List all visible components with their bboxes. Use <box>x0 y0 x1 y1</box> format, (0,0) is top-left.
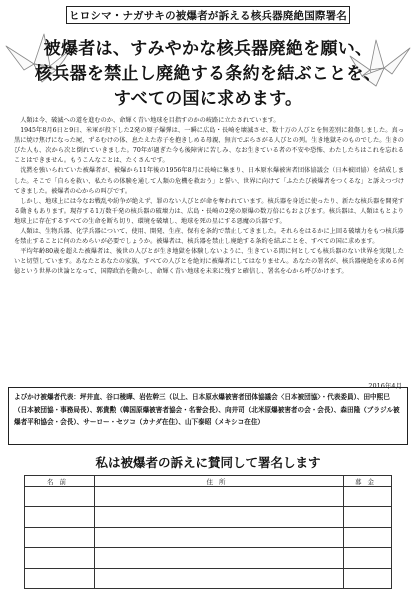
donation-cell[interactable] <box>344 568 392 588</box>
signature-row <box>25 548 392 568</box>
address-cell[interactable] <box>95 487 344 507</box>
body-paragraph: 1945年8月6日と9日、米軍が投下した2発の原子爆弾は、一瞬に広島・長崎を壊滅させ、数十万の人びとを無差別に殺傷しました。真っ黒に焼け焦げになった屍、ずるむけの体、息たえた赤子を抱きしめる母親、無言でぶらさがる人びとの列。生き地獄そのものでした。生きのびた人も、次から次と倒れていきました。70年が過ぎた今も後障害に苦しみ、なお生きている者の不安や恐怖、わたしたちはこれを忘れることはできません。もうこんなことは、たくさんです。 <box>14 127 404 165</box>
donation-cell[interactable] <box>344 527 392 547</box>
address-cell[interactable] <box>95 527 344 547</box>
campaign-banner: ヒロシマ・ナガサキの被爆者が訴える核兵器廃絶国際署名 <box>66 6 350 24</box>
signature-row <box>25 527 392 547</box>
appeal-body <box>14 116 404 278</box>
headline-line-2: 核兵器を禁止し廃絶する条約を結ぶことを、 <box>35 64 381 84</box>
donation-cell[interactable] <box>344 548 392 568</box>
callers-box: よびかけ被爆者代表：坪井直、谷口稜曄、岩佐幹三（以上、日本原水爆被害者団体協議会〈日本被団協〉・代表委員）、田中熙巳（日本被団協・事務局長）、郭貴勲（韓国原爆被害者協会・名誉会長）、向井司（北米原爆被害者の会・会長）、森田隆（ブラジル被爆者平和協会・会長）、サーロー・セツコ（カナダ在住）、山下泰昭（メキシコ在住） <box>8 387 408 445</box>
issue-date: 2016年4月 <box>368 382 402 390</box>
address-cell[interactable] <box>95 548 344 568</box>
donation-cell[interactable] <box>344 507 392 527</box>
signature-table-header <box>25 476 392 487</box>
signature-heading: 私は被爆者の訴えに賛同して署名します <box>95 455 321 470</box>
donation-column-header: 募金 <box>344 476 392 487</box>
name-cell[interactable] <box>25 487 95 507</box>
name-cell[interactable] <box>25 527 95 547</box>
headline-line-1: 被爆者は、すみやかな核兵器廃絶を願い、 <box>43 39 373 59</box>
body-paragraph: 沈黙を強いられていた被爆者が、被爆から11年後の1956年8月に長崎に集まり、日本原水爆被害者団体協議会（日本被団協）を結成しました。そこで「自らを救い、私たちの体験を通して人類の危機を救おう」と誓い、世界に向けて「ふたたび被爆者をつくるな」と訴えつづけてきました。被爆者の心からの叫びです。 <box>14 167 404 195</box>
body-paragraph: 平均年齢80歳を超えた被爆者は、後世の人びとが生き地獄を体験しないように、生きている間に何としても核兵器のない世界を実現したいと切望しています。あなたとあなたの家族、すべての人びとを絶対に被爆者にしてはなりません。あなたの署名が、核兵器廃絶を求める何億という世界の世論となって、国際政治を動かし、命輝く青い地球を未来に残すと確信し、署名を心から呼びかけます。 <box>14 248 404 276</box>
donation-cell[interactable] <box>344 487 392 507</box>
address-cell[interactable] <box>95 507 344 527</box>
name-cell[interactable] <box>25 568 95 588</box>
address-cell[interactable] <box>95 568 344 588</box>
signature-row <box>25 487 392 507</box>
signature-table <box>24 475 392 589</box>
name-cell[interactable] <box>25 507 95 527</box>
body-paragraph: 人類は今、破滅への道を進むのか、命輝く青い地球を目指すのかの岐路に立たされています。 <box>20 117 280 124</box>
body-paragraph: しかし、地球上には今なお戦乱や紛争が絶えず、罪のない人びとが命を奪われています。核兵器を身近に使ったり、新たな核兵器を開発する動きもあります。現存する1万数千発の核兵器の破壊力は、広島・長崎の2発の原爆の数万倍にもおよびます。核兵器は、人類はもとより地球上に存在するすべての生命を断ち切り、環境を破壊し、地球を死の星にする悪魔の兵器です。 <box>14 197 404 225</box>
headline-line-3: すべての国に求めます。 <box>113 89 303 109</box>
signature-row <box>25 507 392 527</box>
name-column-header: 名前 <box>25 476 95 487</box>
address-column-header: 住所 <box>95 476 344 487</box>
signature-row <box>25 568 392 588</box>
name-cell[interactable] <box>25 548 95 568</box>
body-paragraph: 人類は、生物兵器、化学兵器について、使用、開発、生産、保有を条約で禁止してきました。それらをはるかに上回る破壊力をもつ核兵器を禁止することに何のためらいが必要でしょうか。被爆者は、核兵器を禁止し廃絶する条約を結ぶことを、すべての国に求めます。 <box>14 228 404 246</box>
